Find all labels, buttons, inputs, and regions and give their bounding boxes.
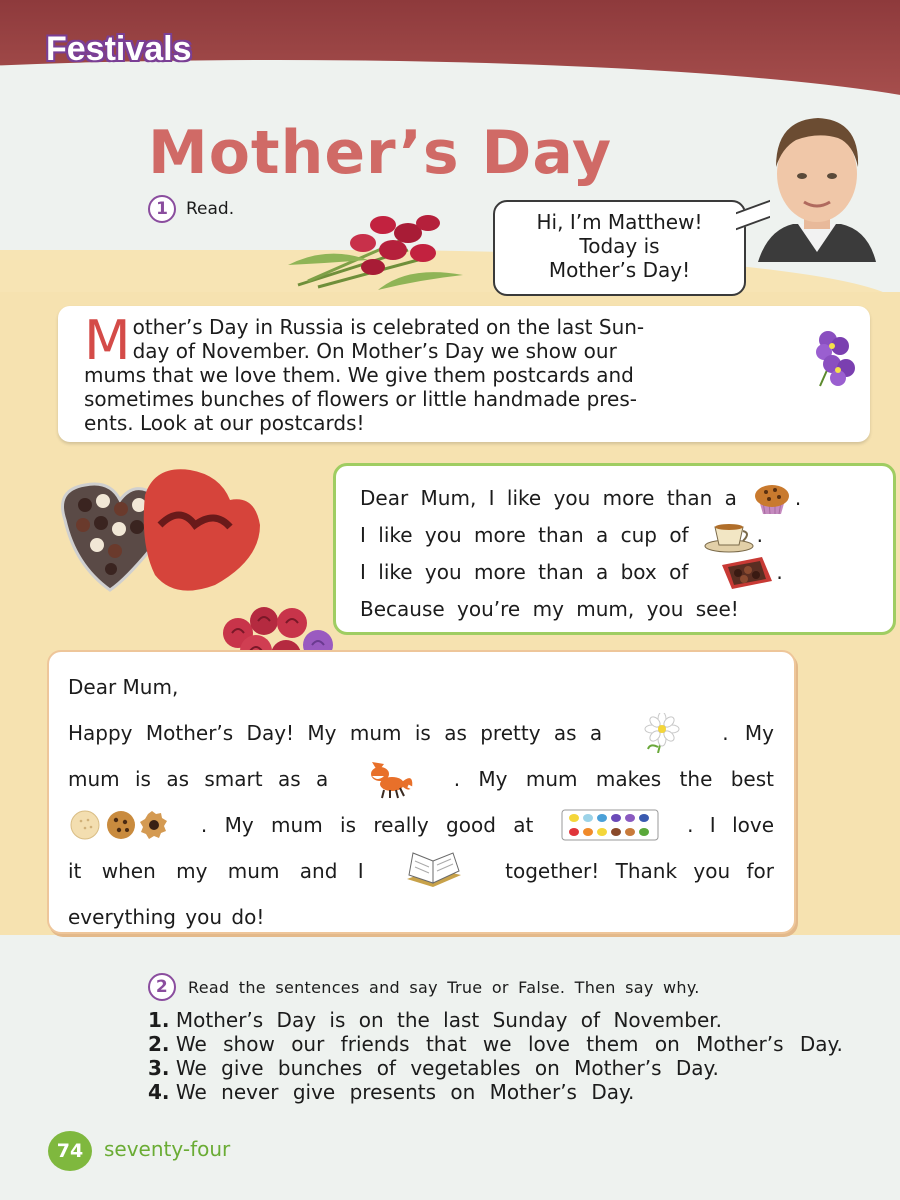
letter-line-text: it when my mum and I (68, 859, 364, 883)
intro-line: day of November. On Mother’s Day we show our (132, 339, 617, 363)
page-number: 74 (48, 1131, 92, 1171)
exercise-number: 1 (148, 195, 176, 223)
letter-line (68, 848, 774, 894)
letter-line (68, 710, 774, 756)
letter-line-text: Happy Mother’s Day! My mum is as pretty as a (68, 721, 603, 745)
chocolate-box-icon (718, 555, 774, 591)
letter-greeting: Dear Mum, (68, 675, 179, 699)
speech-line: Hi, I’m Matthew! (536, 210, 703, 234)
speech-line: Today is (579, 234, 660, 258)
letter-line-text: together! Thank you for (505, 859, 774, 883)
exercise-1-heading (148, 195, 234, 223)
intro-line: sometimes bunches of flowers or little handmade pres- (84, 387, 637, 411)
poem-line-text: I like you more than a cup of (360, 523, 689, 547)
list-item: 4. We never give presents on Mother’s Day. (148, 1080, 635, 1104)
book-icon (403, 851, 465, 891)
list-item: 1. Mother’s Day is on the last Sunday of November. (148, 1008, 723, 1032)
exercise-number: 2 (148, 973, 176, 1001)
cookies-icon (68, 808, 174, 842)
poem-line (360, 480, 893, 517)
poem-postcard (333, 463, 896, 635)
poem-line-end: . (756, 523, 763, 547)
exercise-instruction: Read the sentences and say True or False. Then say why. (188, 977, 700, 997)
dropcap: M (84, 309, 131, 372)
poem-line-end: . (794, 486, 802, 510)
letter-line-text: . My mum is really good at (200, 813, 534, 837)
exercise-instruction: Read. (186, 199, 235, 219)
letter-line-text: . My (722, 721, 774, 745)
muffin-icon (751, 482, 793, 516)
intro-line: mums that we love them. We give them postcards and (84, 363, 634, 387)
boy-photo (758, 112, 876, 262)
poem-line-text: Because you’re my mum, you see! (360, 597, 739, 621)
speech-bubble (493, 200, 746, 296)
poem-line-text: I like you more than a box of (360, 560, 689, 584)
list-item: 3. We give bunches of vegetables on Mother’s Day. (148, 1056, 719, 1080)
intro-line: other’s Day in Russia is celebrated on the last Sun- (132, 315, 645, 339)
poem-line-text: Dear Mum, I like you more than a (360, 486, 737, 510)
section-label: Festivals (46, 30, 192, 68)
letter-line (68, 756, 774, 802)
letter-line: everything you do! (68, 905, 265, 929)
paint-box-icon (560, 808, 660, 842)
page-number-word: seventy-four (104, 1137, 231, 1161)
poem-line-end: . (776, 560, 783, 584)
intro-line: ents. Look at our postcards! (84, 411, 365, 435)
letter-line-text: mum is as smart as a (68, 767, 329, 791)
true-false-list (148, 1008, 853, 1104)
violet-flower-icon (810, 328, 860, 388)
heart-candy-box-icon (55, 465, 265, 595)
speech-line: Mother’s Day! (548, 258, 691, 282)
poem-line (360, 554, 893, 591)
exercise-2-heading (148, 973, 700, 1001)
daisy-icon (642, 713, 682, 753)
intro-paragraph (84, 309, 784, 435)
list-item: 2. We show our friends that we love them on Mother’s Day. (148, 1032, 843, 1056)
poem-line (360, 517, 893, 554)
teacup-icon (703, 519, 755, 553)
intro-text-box (58, 306, 870, 442)
letter-line (68, 802, 774, 848)
letter-line-text: . My mum makes the best (453, 767, 774, 791)
tulips-icon (288, 205, 468, 295)
letter-postcard (47, 650, 796, 934)
letter-line-text: . I love (687, 813, 774, 837)
page-title: Mother’s Day (148, 118, 613, 188)
fox-icon (368, 758, 414, 800)
poem-line (360, 591, 893, 628)
